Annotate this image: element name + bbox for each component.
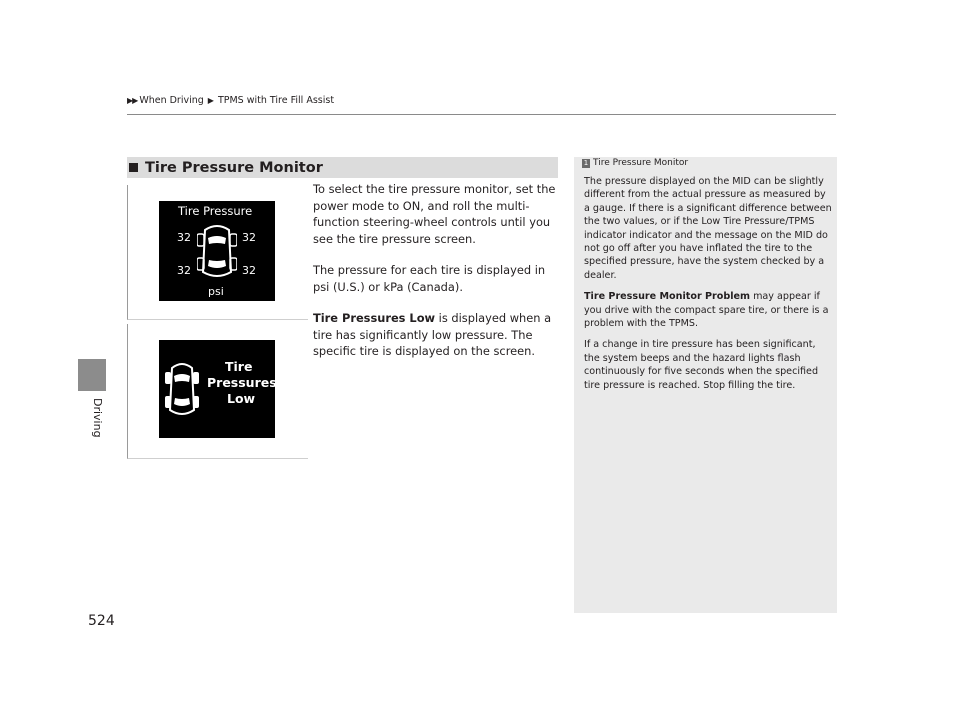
section-header	[127, 157, 558, 178]
breadcrumb-separator-icon: ▶	[207, 96, 214, 105]
breadcrumb	[127, 94, 334, 108]
car-warning-icon	[165, 360, 199, 418]
pressure-unit: psi	[208, 285, 224, 298]
breadcrumb-section[interactable]: When Driving	[139, 95, 204, 106]
reference-icon: 1	[583, 159, 589, 168]
chapter-tab	[78, 359, 106, 391]
breadcrumb-arrows-icon: ▶▶	[127, 96, 138, 105]
tire-pressures-low-term: Tire Pressures Low	[313, 311, 436, 325]
sidebar-paragraph-2-text: may appear if you drive with the compact spare tire, or there is a problem with the TPMS.	[584, 291, 829, 330]
section-title: Tire Pressure Monitor	[145, 159, 323, 176]
sidebar-heading	[582, 157, 688, 170]
breadcrumb-topic[interactable]: TPMS with Tire Fill Assist	[217, 95, 335, 106]
car-top-view-icon	[197, 222, 237, 280]
sidebar-note	[574, 157, 837, 613]
tpms-problem-term: Tire Pressure Monitor Problem	[584, 291, 751, 303]
sidebar-paragraph-1: The pressure displayed on the MID can be slightly different from the actual pressure as measured by a gauge. If there is a significant difference between the two values, or if the Low Tire Pressure/TPMS indicator indicator and the message on the MID do not go off after you have inflated the tire to the specified pressure, have the system checked by a dealer.	[584, 176, 832, 281]
tire-pressure-figure	[127, 185, 308, 320]
rear-left-pressure: 32	[177, 264, 191, 277]
section-square-icon	[129, 163, 138, 172]
rear-right-pressure: 32	[242, 264, 256, 277]
chapter-label: Driving	[91, 398, 104, 438]
front-right-pressure: 32	[242, 231, 256, 244]
sidebar-paragraph-3: If a change in tire pressure has been significant, the system beeps and the hazard lights flash continuously for five seconds when the specified tire pressure is reached. Stop filling the tire.	[584, 339, 819, 391]
warning-line-3: Low	[227, 391, 256, 406]
body-paragraph-3	[313, 310, 563, 360]
tire-pressure-screen	[159, 201, 275, 301]
body-paragraph-2: The pressure for each tire is displayed in psi (U.S.) or kPa (Canada).	[313, 263, 546, 294]
body-text	[313, 181, 563, 375]
page-number: 524	[88, 613, 115, 629]
screen-title: Tire Pressure	[178, 204, 253, 218]
sidebar-heading-text: Tire Pressure Monitor	[593, 158, 689, 168]
warning-line-2: Pressures	[207, 375, 277, 390]
sidebar-body	[584, 175, 832, 400]
body-paragraph-3-text: is displayed when a tire has significantly low pressure. The specific tire is displayed on the screen.	[313, 311, 552, 358]
front-left-pressure: 32	[177, 231, 191, 244]
body-paragraph-1: To select the tire pressure monitor, set the power mode to ON, and roll the multi-function steering-wheel controls until you see the tire pressure screen.	[313, 182, 556, 246]
header-rule	[127, 114, 836, 115]
tire-pressures-low-figure	[127, 324, 308, 459]
tire-pressures-low-screen	[159, 340, 275, 438]
warning-line-1: Tire	[225, 359, 253, 374]
sidebar-paragraph-2	[584, 290, 832, 330]
